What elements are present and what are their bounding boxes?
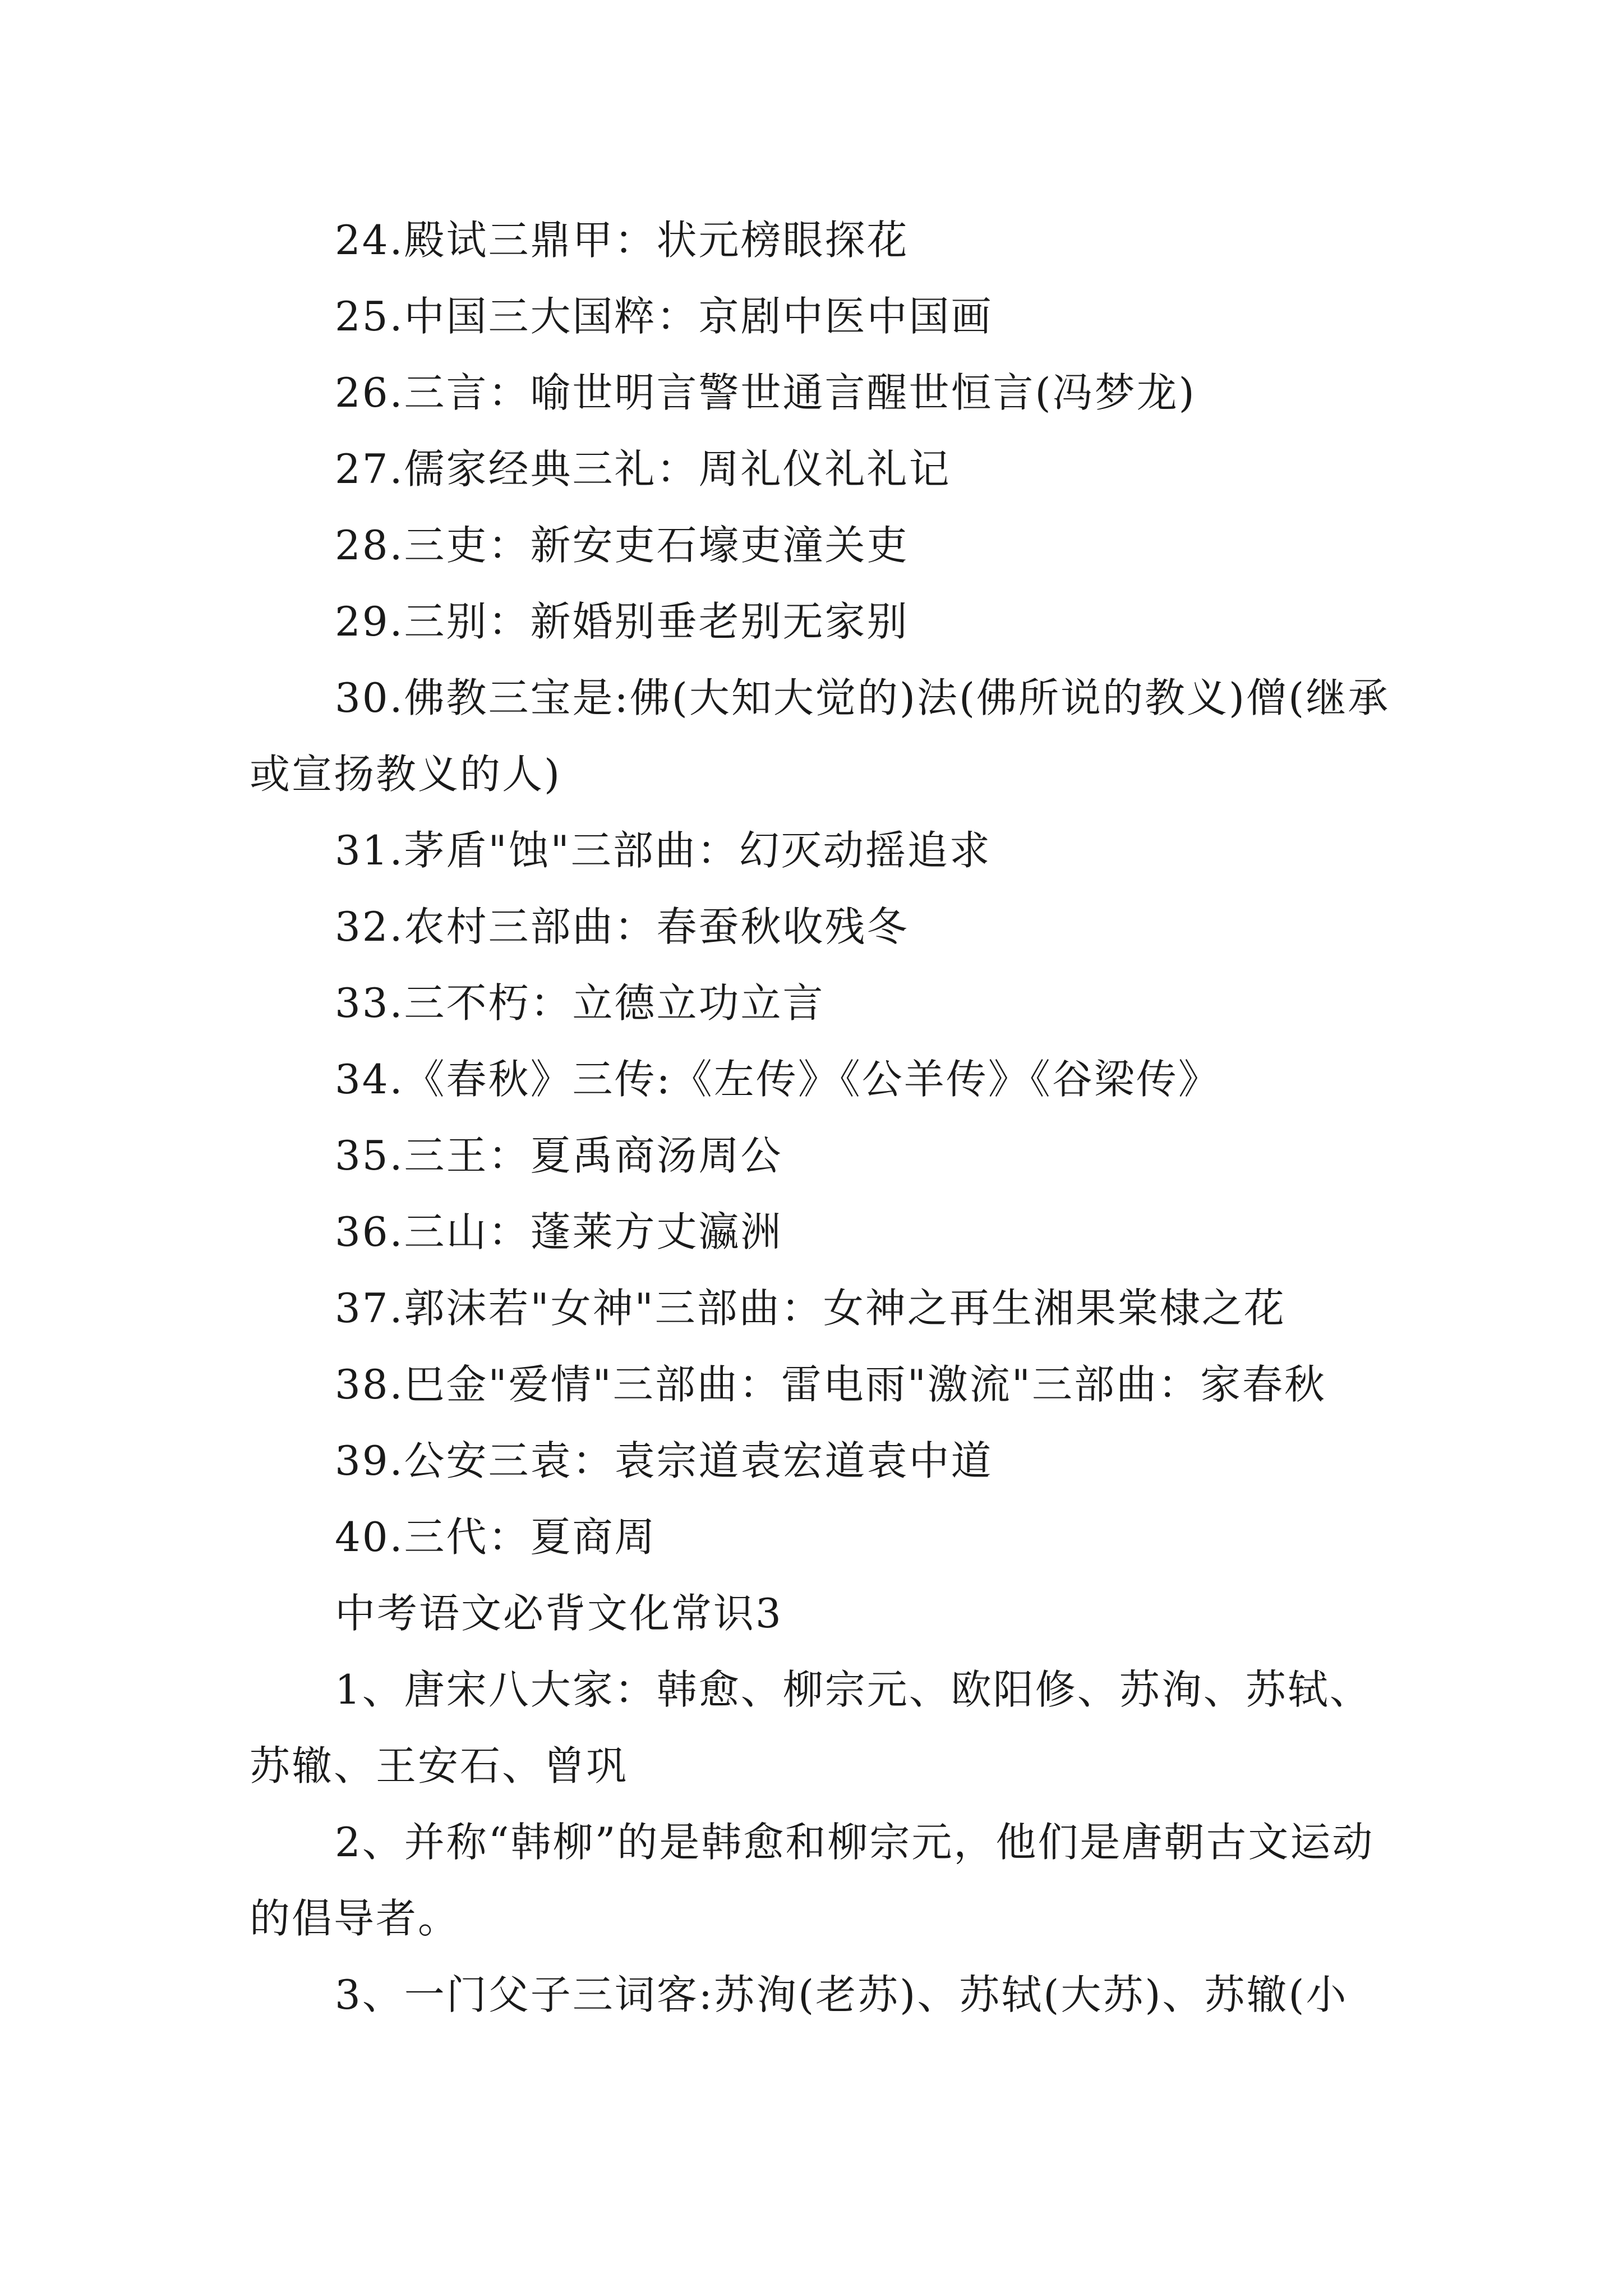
list-item-25: 25.中国三大国粹：京剧中医中国画 xyxy=(335,293,993,340)
section-item-3: 3、一门父子三词客:苏洵(老苏)、苏轼(大苏)、苏辙(小 xyxy=(335,1971,1348,2018)
list-item-35: 35.三王：夏禹商汤周公 xyxy=(335,1132,783,1179)
list-item-39: 39.公安三袁：袁宗道袁宏道袁中道 xyxy=(335,1437,993,1484)
list-item-28: 28.三吏：新安吏石壕吏潼关吏 xyxy=(335,522,909,569)
list-item-29: 29.三别：新婚别垂老别无家别 xyxy=(335,598,909,645)
list-item-33: 33.三不朽：立德立功立言 xyxy=(335,979,825,1027)
section-item-2: 2、并称“韩柳”的是韩愈和柳宗元，他们是唐朝古文运动的倡导者。 xyxy=(250,1819,1375,1942)
section-item-1: 1、唐宋八大家：韩愈、柳宗元、欧阳修、苏洵、苏轼、苏辙、王安石、曾巩 xyxy=(250,1666,1372,1789)
list-item-32: 32.农村三部曲：春蚕秋收残冬 xyxy=(335,903,909,950)
section-heading: 中考语文必背文化常识3 xyxy=(335,1590,783,1637)
list-item-27: 27.儒家经典三礼：周礼仪礼礼记 xyxy=(335,445,951,493)
document-body xyxy=(250,202,1399,2033)
list-item-34: 34.《春秋》三传:《左传》《公羊传》《谷梁传》 xyxy=(335,1056,1220,1103)
list-item-36: 36.三山：蓬莱方丈瀛洲 xyxy=(335,1208,783,1255)
list-item-38: 38.巴金"爱情"三部曲：雷电雨"激流"三部曲：家春秋 xyxy=(335,1361,1326,1408)
list-item-24: 24.殿试三鼎甲：状元榜眼探花 xyxy=(335,217,909,264)
list-item-30: 30.佛教三宝是:佛(大知大觉的)法(佛所说的教义)僧(继承或宣扬教义的人) xyxy=(250,674,1390,798)
list-item-37: 37.郭沫若"女神"三部曲：女神之再生湘果棠棣之花 xyxy=(335,1285,1286,1332)
list-item-26: 26.三言：喻世明言警世通言醒世恒言(冯梦龙) xyxy=(335,369,1196,416)
list-item-31: 31.茅盾"蚀"三部曲：幻灭动摇追求 xyxy=(335,827,992,874)
list-item-40: 40.三代：夏商周 xyxy=(335,1513,657,1561)
